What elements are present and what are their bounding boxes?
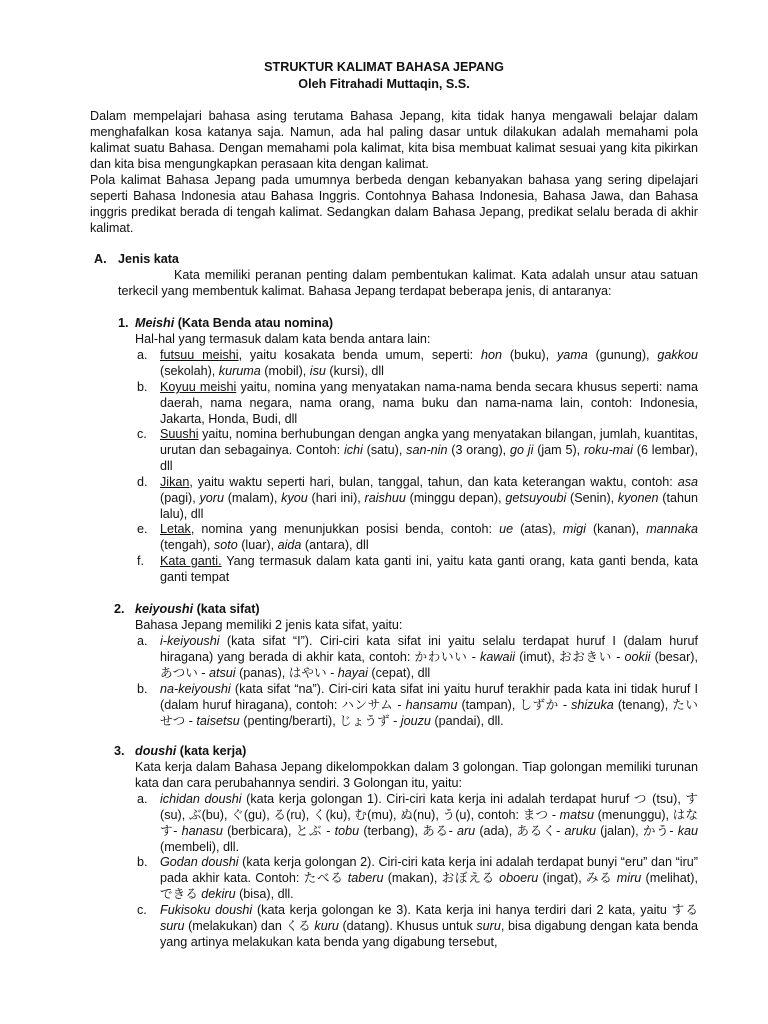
meishi-item-d: Jikan, yaitu waktu seperti hari, bulan, tanggal, tahun, dan kata keterangan waktu, contoh: asa (pagi), yoru (malam), kyou (hari ini), raishuu (minggu depan), getsuyoubi (Senin), kyonen (tahun lalu), dll	[160, 475, 698, 521]
keiyoushi-title: keiyoushi (kata sifat)	[135, 602, 260, 616]
meishi-item-f: Kata ganti. Yang termasuk dalam kata ganti ini, yaitu kata ganti orang, kata ganti benda, kata ganti tempat	[160, 554, 698, 584]
doushi-intro: Kata kerja dalam Bahasa Jepang dikelompokkan dalam 3 golongan. Tiap golongan memiliki turunan kata dan cara perubahannya sendiri. 3 Golongan itu, yaitu:	[135, 760, 698, 790]
meishi-intro: Hal-hal yang termasuk dalam kata benda antara lain:	[135, 332, 431, 346]
keiyoushi-item-a: i-keiyoushi (kata sifat “I”). Ciri-ciri kata sifat ini yaitu selalu terdapat huruf I (dalam huruf hiragana) yang berada di akhir kata, contoh: かわいい - kawaii (imut), おおきい - ookii (besar), あつい - atsui (panas), はやい - hayai (cepat), dll	[160, 634, 698, 680]
section-a-intro: Kata memiliki peranan penting dalam pembentukan kalimat. Kata adalah unsur atau satuan terkecil yang membentuk kalimat. Bahasa Jepang terdapat beberapa jenis, di antaranya:	[118, 268, 698, 298]
meishi-item-c-marker: c.	[137, 427, 147, 441]
keiyoushi-intro: Bahasa Jepang memiliki 2 jenis kata sifat, yaitu:	[135, 618, 403, 632]
intro-paragraph-1: Dalam mempelajari bahasa asing terutama Bahasa Jepang, kita tidak hanya mengawali belajar dalam menghafalkan kosa katanya saja. Namun, ada hal paling dasar untuk dilakukan adalah memahami pola kalimat suatu Bahasa. Dengan memahami pola kalimat, kita bisa membuat kalimat sesuai yang kita pikirkan dan kita bisa mengungkapkan perasaan kita dengan kalimat.	[90, 109, 698, 171]
meishi-title: Meishi (Kata Benda atau nomina)	[135, 316, 334, 330]
meishi-item-f-marker: f.	[137, 554, 144, 568]
section-a-marker: A.	[94, 252, 107, 266]
meishi-item-d-marker: d.	[137, 475, 148, 489]
intro-paragraph-2: Pola kalimat Bahasa Jepang pada umumnya berbeda dengan kebanyakan bahasa yang sering dipelajari seperti Bahasa Indonesia atau Bahasa Inggris. Contohnya Bahasa Indonesia, Bahasa Jawa, dan Bahasa inggris predikat berada di tengah kalimat. Sedangkan dalam Bahasa Jepang, predikat selalu berada di akhir kalimat.	[90, 173, 698, 235]
meishi-item-b-marker: b.	[137, 380, 148, 394]
keiyoushi-item-b: na-keiyoushi (kata sifat “na”). Ciri-ciri kata sifat ini yaitu huruf terakhir pada kata ini tidak huruf I (dalam huruf hiragana), contoh: ハンサム - hansamu (tampan), しずか - shizuka (tenang), たいせつ - taisetsu (penting/berarti), じょうず - jouzu (pandai), dll.	[160, 682, 699, 728]
keiyoushi-item-b-marker: b.	[137, 682, 148, 696]
document-author: Oleh Fitrahadi Muttaqin, S.S.	[298, 77, 470, 91]
meishi-item-e: Letak, nomina yang menunjukkan posisi benda, contoh: ue (atas), migi (kanan), mannaka (tengah), soto (luar), aida (antara), dll	[160, 522, 698, 552]
meishi-item-e-marker: e.	[137, 522, 148, 536]
doushi-item-b-marker: b.	[137, 855, 148, 869]
section-a-title: Jenis kata	[118, 252, 179, 266]
meishi-item-a-marker: a.	[137, 348, 148, 362]
meishi-item-b: Koyuu meishi yaitu, nomina yang menyatakan nama-nama benda secara khusus seperti: nama daerah, nama negara, nama orang, nama buku dan nama-nama lain, contoh: Indonesia, Jakarta, Honda, Budi, dll	[160, 380, 698, 426]
doushi-marker: 3.	[114, 744, 125, 758]
doushi-item-a: ichidan doushi (kata kerja golongan 1). Ciri-ciri kata kerja ini adalah terdapat huruf つ (tsu), す(su), ぶ(bu), ぐ(gu), る(ru), く(ku), む(mu), ぬ(nu), う(u), contoh: まつ - matsu (menunggu), はなす- hanasu (berbicara), とぶ - tobu (terbang), ある- aru (ada), あるく- aruku (jalan), かう- kau (membeli), dll.	[160, 792, 698, 854]
document-title: STRUKTUR KALIMAT BAHASA JEPANG	[264, 60, 504, 74]
meishi-item-a: futsuu meishi, yaitu kosakata benda umum, seperti: hon (buku), yama (gunung), gakkou (sekolah), kuruma (mobil), isu (kursi), dll	[160, 348, 698, 378]
keiyoushi-marker: 2.	[114, 602, 125, 616]
doushi-item-c-marker: c.	[137, 903, 147, 917]
doushi-item-b: Godan doushi (kata kerja golongan 2). Ciri-ciri kata kerja ini adalah terdapat bunyi “eru” dan “iru” pada akhir kata. Contoh: たべる taberu (makan), おぼえる oboeru (ingat), みる miru (melihat), できる dekiru (bisa), dll.	[160, 855, 698, 901]
doushi-title: doushi (kata kerja)	[135, 744, 247, 758]
meishi-item-c: Suushi yaitu, nomina berhubungan dengan angka yang menyatakan bilangan, jumlah, kuantitas, urutan dan sebagainya. Contoh: ichi (satu), san-nin (3 orang), go ji (jam 5), roku-mai (6 lembar), dll	[160, 427, 698, 473]
meishi-marker: 1.	[118, 316, 129, 330]
keiyoushi-item-a-marker: a.	[137, 634, 148, 648]
doushi-item-c: Fukisoku doushi (kata kerja golongan ke 3). Kata kerja ini hanya terdiri dari 2 kata, yaitu する suru (melakukan) dan くる kuru (datang). Khusus untuk suru, bisa digabung dengan kata benda yang artinya melakukan kata benda yang digabung tersebut,	[160, 903, 698, 949]
doushi-item-a-marker: a.	[137, 792, 148, 806]
